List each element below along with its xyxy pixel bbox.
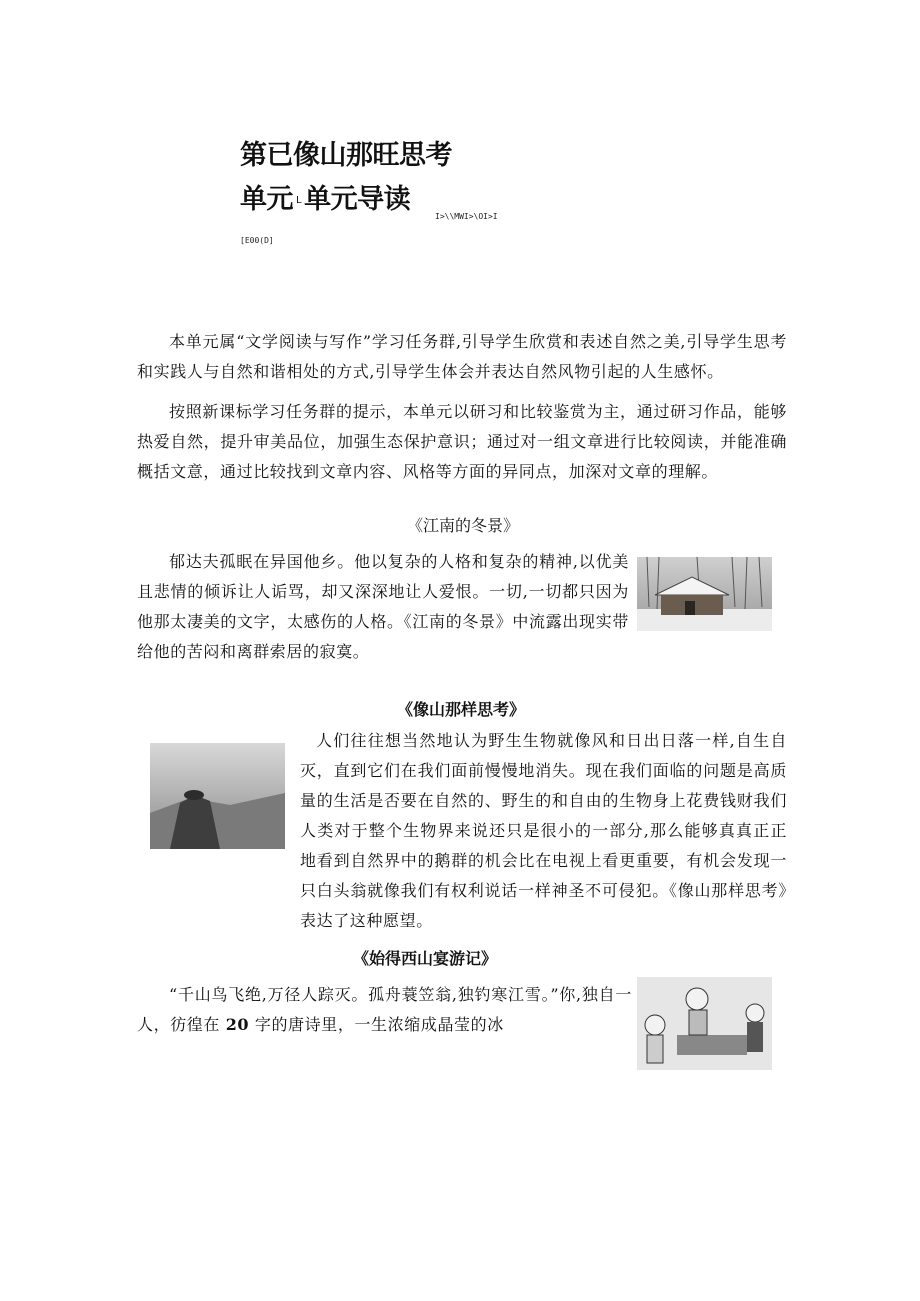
xishan-paragraph <box>137 980 632 1040</box>
subtitle-part-b: 单元导读 <box>304 184 411 215</box>
subtitle-mark: L <box>296 195 302 206</box>
mountain-cliff-image <box>150 743 285 849</box>
xishan-text-b: 字的唐诗里，一生浓缩成晶莹的冰 <box>254 1015 504 1034</box>
section-jiangnan-text <box>137 547 629 667</box>
snowy-cabin-image <box>637 557 772 631</box>
intro-block <box>137 327 787 487</box>
unit-subtitle <box>240 177 410 216</box>
xishan-number: 20 <box>225 1015 250 1034</box>
intro-paragraph-1: 本单元属“文学阅读与写作”学习任务群,引导学生欣赏和表述自然之美,引导学生思考和实践人与自然和谐相处的方式,引导学生体会并表达自然风物引起的人生感怀。 <box>137 332 787 381</box>
subtitle-part-a: 单元 <box>240 184 293 215</box>
xishan-text-a: “千山鸟飞绝,万径人踪灭。孤舟蓑笠翁,独钓寒江雪。”你,独自一人，彷徨在 <box>137 985 632 1034</box>
page-title: 第已像山那旺思考 <box>240 140 452 171</box>
section-title-jiangnan: 《江南的冬景》 <box>406 516 519 535</box>
cartoon-scholars-image <box>637 977 772 1070</box>
section-title-xishan: 《始得西山宴游记》 <box>352 949 497 968</box>
section-mountain-text <box>300 726 787 936</box>
jiangnan-paragraph: 郁达夫孤眠在异国他乡。他以复杂的人格和复杂的精神,以优美且悲情的倾诉让人诟骂，却又深深地让人爱恨。一切,一切都只因为他那太凄美的文字，太感伤的人格。《江南的冬景》中流露出现实带给他的苦闷和离群索居的寂寞。 <box>137 552 629 661</box>
section-title-mountain: 《像山那样思考》 <box>396 700 525 719</box>
intro-paragraph-2: 按照新课标学习任务群的提示，本单元以研习和比较鉴赏为主，通过研习作品，能够热爱自然，提升审美品位，加强生态保护意识；通过对一组文章进行比较阅读，并能准确概括文意，通过比较找到文章内容、风格等方面的异同点，加深对文章的理解。 <box>137 402 787 481</box>
code-label-right: I>\\MWI>\OI>I <box>435 212 498 221</box>
code-label-left: [E00(D] <box>240 236 274 245</box>
mountain-paragraph: 人们往往想当然地认为野生生物就像风和日出日落一样,自生自灭，直到它们在我们面前慢慢地消失。现在我们面临的问题是高质量的生活是否要在自然的、野生的和自由的生物身上花费钱财我们人类对于整个生物界来说还只是很小的一部分,那么能够真真正正地看到自然界中的鹅群的机会比在电视上看更重要，有机会发现一只白头翁就像我们有权利说话一样神圣不可侵犯。《像山那样思考》表达了这种愿望。 <box>300 731 787 930</box>
section-xishan-text <box>137 980 632 1040</box>
